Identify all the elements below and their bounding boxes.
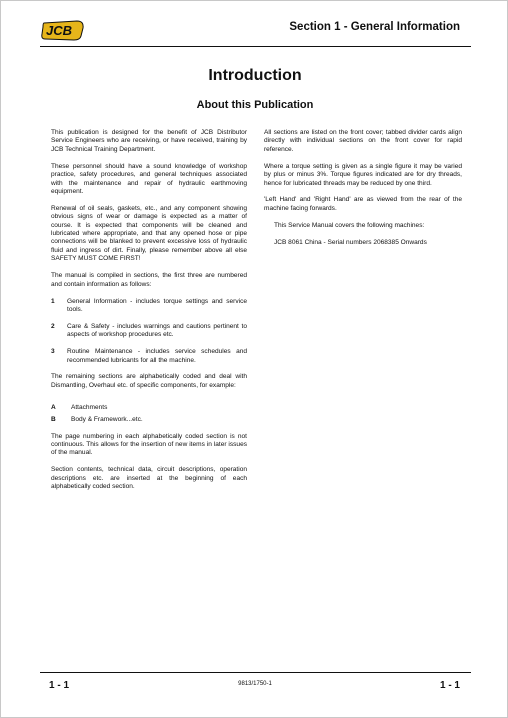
page-number-right: 1 - 1 (439, 680, 460, 691)
paragraph: The remaining sections are alphabetically coded and deal with Dismantling, Overhaul etc. of specific components, for example: (51, 373, 247, 389)
paragraph: This publication is designed for the benefit of JCB Distributor Service Engineers who are receiving, or have received, training by JCB Technical Training Department. (51, 129, 247, 153)
section-title: Section 1 - General Information (289, 21, 460, 33)
paragraph: Where a torque setting is given as a single figure it may be varied by plus or minus 3%. Torque figures indicated are for dry threads, hence for lubricated threads may be reduced by one third. (264, 162, 462, 187)
paragraph: 'Left Hand' and 'Right Hand' are as viewed from the rear of the machine facing forwards. (264, 196, 462, 212)
item-text: Care & Safety - includes warnings and cautions pertinent to aspects of workshop procedures etc. (67, 322, 247, 339)
page-subtitle: About this Publication (196, 99, 314, 111)
item-text: General Information - includes torque settings and service tools. (67, 297, 247, 313)
header-divider (40, 46, 471, 47)
numbered-list-item (51, 348, 247, 365)
left-column (51, 129, 247, 500)
document-number: 9813/1750-1 (238, 681, 272, 687)
paragraph: The page numbering in each alphabetically coded section is not continuous. This allows for the insertion of new items in later issues of the manual. (51, 432, 247, 457)
footer-divider (40, 672, 471, 673)
paragraph: Renewal of oil seals, gaskets, etc., and any component showing obvious signs of wear or damage is expected as a matter of course. It is expected that components will be cleaned and lubricated where appropriate, and that any opened hose or pipe connections will be blanked to prevent excessive loss of hydraulic fluid and ingress of dirt. Finally, please remember above all else SAFETY MUST COME FIRST! (51, 204, 247, 263)
paragraph: Section contents, technical data, circuit descriptions, operation descriptions etc. are inserted at the beginning of each alphabetically coded section. (51, 466, 247, 491)
paragraph: All sections are listed on the front cover; tabbed divider cards align directly with individual sections on the front cover for rapid reference. (264, 129, 462, 153)
item-number: 1 (51, 297, 55, 305)
numbered-list-item (51, 323, 247, 340)
machine-serial-note: JCB 8061 China - Serial numbers 2068385 Onwards (274, 238, 427, 246)
item-text: Attachments (71, 403, 108, 411)
item-letter: A (51, 403, 56, 411)
svg-text:JCB: JCB (46, 23, 73, 38)
item-text: Routine Maintenance - includes service schedules and recommended lubricants for all the machine. (67, 348, 247, 364)
numbered-list-item (51, 298, 247, 315)
jcb-logo (41, 19, 85, 41)
item-letter: B (51, 415, 56, 423)
lettered-list-item (51, 416, 247, 424)
right-column (264, 129, 462, 256)
paragraph: These personnel should have a sound knowledge of workshop practice, safety procedures, and general techniques associated with the maintenance and repair of hydraulic earthmoving equipment. (51, 162, 247, 195)
page-number-left: 1 - 1 (49, 680, 70, 691)
lettered-list-item (51, 404, 247, 412)
page-title: Introduction (208, 67, 302, 84)
item-number: 3 (51, 348, 55, 356)
paragraph: This Service Manual covers the following machines: (274, 221, 425, 229)
paragraph: The manual is compiled in sections, the first three are numbered and contain information as follows: (51, 272, 247, 288)
item-text: Body & Framework...etc. (71, 415, 143, 423)
item-number: 2 (51, 322, 55, 330)
